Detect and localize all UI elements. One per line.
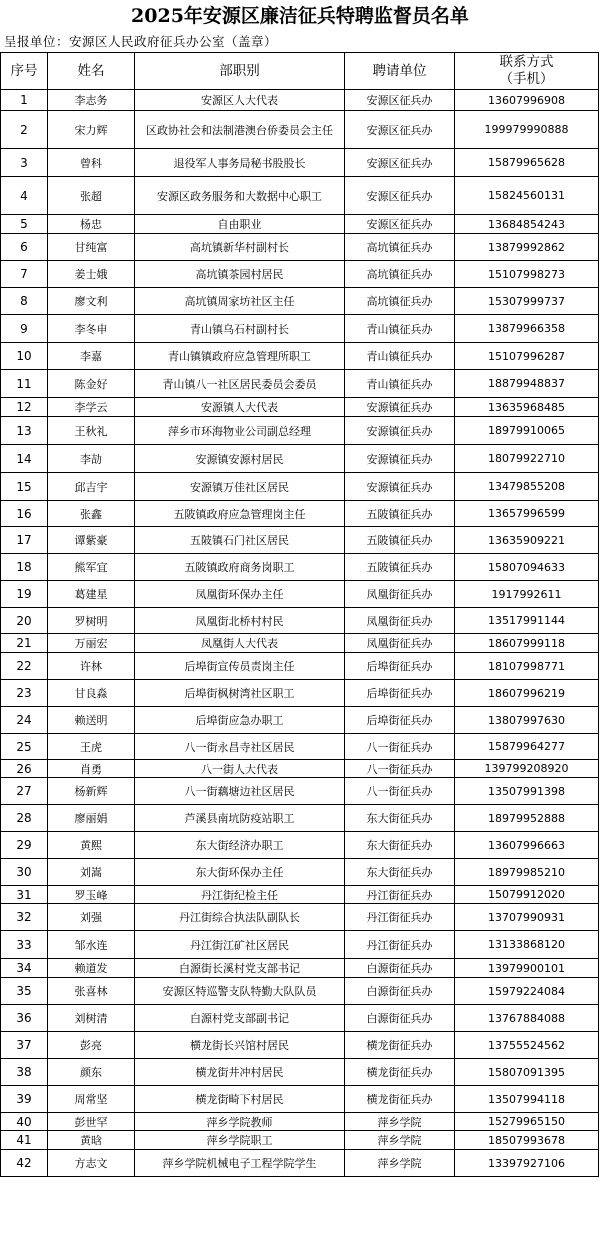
table-row <box>1 501 599 527</box>
row-phone: 15807094633 <box>455 554 599 581</box>
table-header-row <box>1 53 599 90</box>
table-row <box>1 707 599 734</box>
row-name: 廖丽娟 <box>48 805 135 832</box>
row-name: 颜东 <box>48 1059 135 1086</box>
row-name: 刘强 <box>48 904 135 931</box>
row-index: 29 <box>1 832 48 859</box>
row-unit: 东大街征兵办 <box>345 832 455 859</box>
row-name: 邹水连 <box>48 931 135 959</box>
row-position: 丹江街综合执法队副队长 <box>135 904 345 931</box>
row-index: 20 <box>1 608 48 634</box>
row-position: 萍乡市环海物业公司副总经理 <box>135 417 345 445</box>
row-unit: 丹江街征兵办 <box>345 931 455 959</box>
row-unit: 五陂镇征兵办 <box>345 554 455 581</box>
row-unit: 高坑镇征兵办 <box>345 261 455 288</box>
header-unit: 聘请单位 <box>345 53 455 90</box>
row-name: 杨忠 <box>48 215 135 234</box>
table-row <box>1 554 599 581</box>
row-phone: 18507993678 <box>455 1131 599 1150</box>
row-position: 萍乡学院教师 <box>135 1113 345 1131</box>
row-phone: 13755524562 <box>455 1032 599 1059</box>
row-phone: 18607999118 <box>455 634 599 653</box>
row-phone: 13807997630 <box>455 707 599 734</box>
table-row <box>1 778 599 805</box>
table-row <box>1 904 599 931</box>
row-name: 方志文 <box>48 1150 135 1177</box>
row-unit: 后埠街征兵办 <box>345 653 455 680</box>
row-position: 八一街人大代表 <box>135 760 345 778</box>
row-name: 罗玉峰 <box>48 886 135 904</box>
table-row <box>1 634 599 653</box>
table-row <box>1 111 599 149</box>
row-unit: 横龙街征兵办 <box>345 1032 455 1059</box>
row-position: 自由职业 <box>135 215 345 234</box>
row-name: 万丽宏 <box>48 634 135 653</box>
row-unit: 安源区征兵办 <box>345 149 455 177</box>
row-name: 李学云 <box>48 398 135 417</box>
row-unit: 横龙街征兵办 <box>345 1059 455 1086</box>
row-phone: 1917992611 <box>455 581 599 608</box>
row-unit: 安源镇征兵办 <box>345 445 455 473</box>
table-row <box>1 832 599 859</box>
supervisor-table <box>0 52 599 1177</box>
row-position: 凤凰街环保办主任 <box>135 581 345 608</box>
table-row <box>1 527 599 554</box>
row-name: 肖勇 <box>48 760 135 778</box>
row-index: 16 <box>1 501 48 527</box>
table-row <box>1 581 599 608</box>
table-row <box>1 959 599 978</box>
row-name: 曾科 <box>48 149 135 177</box>
row-name: 邱吉宇 <box>48 473 135 501</box>
row-index: 12 <box>1 398 48 417</box>
row-unit: 青山镇征兵办 <box>345 315 455 343</box>
row-phone: 13479855208 <box>455 473 599 501</box>
row-position: 安源区人大代表 <box>135 90 345 111</box>
row-name: 姜士娥 <box>48 261 135 288</box>
row-position: 后埠街宣传员责岗主任 <box>135 653 345 680</box>
row-position: 高坑镇周家坊社区主任 <box>135 288 345 315</box>
row-index: 35 <box>1 978 48 1005</box>
row-position: 凤凰街北桥村村民 <box>135 608 345 634</box>
row-name: 陈金好 <box>48 370 135 398</box>
row-unit: 萍乡学院 <box>345 1113 455 1131</box>
row-index: 1 <box>1 90 48 111</box>
row-name: 王秋礼 <box>48 417 135 445</box>
row-unit: 白源街征兵办 <box>345 959 455 978</box>
row-phone: 15879965628 <box>455 149 599 177</box>
row-name: 赖送明 <box>48 707 135 734</box>
row-index: 19 <box>1 581 48 608</box>
header-name: 姓名 <box>48 53 135 90</box>
row-phone: 15824560131 <box>455 177 599 215</box>
table-row <box>1 931 599 959</box>
row-name: 葛建星 <box>48 581 135 608</box>
row-name: 李嘉 <box>48 343 135 370</box>
table-row <box>1 343 599 370</box>
table-row <box>1 859 599 886</box>
row-index: 27 <box>1 778 48 805</box>
table-row <box>1 886 599 904</box>
row-position: 东大街经济办职工 <box>135 832 345 859</box>
row-position: 高坑镇茶园村居民 <box>135 261 345 288</box>
row-index: 24 <box>1 707 48 734</box>
row-index: 26 <box>1 760 48 778</box>
row-unit: 高坑镇征兵办 <box>345 234 455 261</box>
row-index: 23 <box>1 680 48 707</box>
row-index: 7 <box>1 261 48 288</box>
header-contact-line1: 联系方式 <box>499 54 554 70</box>
row-position: 区政协社会和法制港澳台侨委员会主任 <box>135 111 345 149</box>
row-unit: 横龙街征兵办 <box>345 1086 455 1113</box>
row-position: 退役军人事务局秘书股股长 <box>135 149 345 177</box>
row-index: 3 <box>1 149 48 177</box>
row-index: 30 <box>1 859 48 886</box>
row-phone: 15107996287 <box>455 343 599 370</box>
row-unit: 高坑镇征兵办 <box>345 288 455 315</box>
table-row <box>1 805 599 832</box>
row-index: 34 <box>1 959 48 978</box>
row-position: 横龙街长兴馆村居民 <box>135 1032 345 1059</box>
header-contact-line2: （手机） <box>499 71 554 87</box>
row-unit: 青山镇征兵办 <box>345 370 455 398</box>
row-index: 32 <box>1 904 48 931</box>
row-unit: 青山镇征兵办 <box>345 343 455 370</box>
row-index: 33 <box>1 931 48 959</box>
row-index: 31 <box>1 886 48 904</box>
table-row <box>1 734 599 760</box>
row-phone: 13517991144 <box>455 608 599 634</box>
row-phone: 13507991398 <box>455 778 599 805</box>
row-position: 青山镇镇政府应急管理所职工 <box>135 343 345 370</box>
row-position: 横龙街井冲村居民 <box>135 1059 345 1086</box>
table-row <box>1 398 599 417</box>
row-unit: 凤凰街征兵办 <box>345 608 455 634</box>
row-name: 彭亮 <box>48 1032 135 1059</box>
row-position: 安源镇人大代表 <box>135 398 345 417</box>
table-row <box>1 288 599 315</box>
row-unit: 安源区征兵办 <box>345 177 455 215</box>
row-phone: 15979224084 <box>455 978 599 1005</box>
row-phone: 18979985210 <box>455 859 599 886</box>
row-index: 38 <box>1 1059 48 1086</box>
row-phone: 18607996219 <box>455 680 599 707</box>
row-name: 张超 <box>48 177 135 215</box>
row-name: 宋力辉 <box>48 111 135 149</box>
row-position: 萍乡学院机械电子工程学院学生 <box>135 1150 345 1177</box>
row-unit: 东大街征兵办 <box>345 859 455 886</box>
row-phone: 13397927106 <box>455 1150 599 1177</box>
row-name: 张鑫 <box>48 501 135 527</box>
row-name: 王虎 <box>48 734 135 760</box>
row-index: 39 <box>1 1086 48 1113</box>
row-index: 10 <box>1 343 48 370</box>
row-name: 杨新辉 <box>48 778 135 805</box>
row-position: 丹江街纪检主任 <box>135 886 345 904</box>
row-name: 熊军宜 <box>48 554 135 581</box>
row-phone: 15807091395 <box>455 1059 599 1086</box>
row-position: 安源区政务服务和大数据中心职工 <box>135 177 345 215</box>
row-name: 李志务 <box>48 90 135 111</box>
row-position: 白源街长溪村党支部书记 <box>135 959 345 978</box>
table-row <box>1 417 599 445</box>
row-unit: 后埠街征兵办 <box>345 707 455 734</box>
row-name: 廖文利 <box>48 288 135 315</box>
table-row <box>1 1131 599 1150</box>
row-unit: 丹江街征兵办 <box>345 886 455 904</box>
row-name: 刘树清 <box>48 1005 135 1032</box>
row-phone: 13607996908 <box>455 90 599 111</box>
row-phone: 13767884088 <box>455 1005 599 1032</box>
row-name: 李冬申 <box>48 315 135 343</box>
row-phone: 199979990888 <box>455 111 599 149</box>
row-phone: 13657996599 <box>455 501 599 527</box>
row-position: 五陂镇石门社区居民 <box>135 527 345 554</box>
row-phone: 13635909221 <box>455 527 599 554</box>
row-phone: 13607996663 <box>455 832 599 859</box>
reporting-unit: 呈报单位：安源区人民政府征兵办公室（盖章） <box>4 34 278 49</box>
row-index: 41 <box>1 1131 48 1150</box>
table-row <box>1 1113 599 1131</box>
table-row <box>1 234 599 261</box>
row-position: 萍乡学院职工 <box>135 1131 345 1150</box>
row-phone: 15079912020 <box>455 886 599 904</box>
row-name: 黄晗 <box>48 1131 135 1150</box>
row-index: 37 <box>1 1032 48 1059</box>
table-row <box>1 608 599 634</box>
page-title: 2025年安源区廉洁征兵特聘监督员名单 <box>131 5 469 27</box>
row-index: 8 <box>1 288 48 315</box>
row-unit: 五陂镇征兵办 <box>345 527 455 554</box>
row-index: 13 <box>1 417 48 445</box>
row-unit: 萍乡学院 <box>345 1131 455 1150</box>
row-position: 五陂镇政府商务岗职工 <box>135 554 345 581</box>
row-phone: 18979952888 <box>455 805 599 832</box>
row-position: 后埠街枫树湾社区职工 <box>135 680 345 707</box>
row-phone: 18079922710 <box>455 445 599 473</box>
row-phone: 13707990931 <box>455 904 599 931</box>
row-name: 许林 <box>48 653 135 680</box>
row-index: 25 <box>1 734 48 760</box>
row-name: 彭世罕 <box>48 1113 135 1131</box>
row-unit: 安源镇征兵办 <box>345 398 455 417</box>
row-unit: 安源区征兵办 <box>345 90 455 111</box>
table-row <box>1 760 599 778</box>
row-name: 赖道发 <box>48 959 135 978</box>
header-contact <box>455 53 599 90</box>
row-position: 横龙街畸下村居民 <box>135 1086 345 1113</box>
row-index: 36 <box>1 1005 48 1032</box>
row-position: 后埠街应急办职工 <box>135 707 345 734</box>
row-phone: 15107998273 <box>455 261 599 288</box>
table-row <box>1 90 599 111</box>
header-index: 序号 <box>1 53 48 90</box>
row-index: 40 <box>1 1113 48 1131</box>
row-phone: 13635968485 <box>455 398 599 417</box>
header-position: 部职别 <box>135 53 345 90</box>
row-name: 李劼 <box>48 445 135 473</box>
row-unit: 安源镇征兵办 <box>345 473 455 501</box>
row-index: 18 <box>1 554 48 581</box>
row-unit: 后埠街征兵办 <box>345 680 455 707</box>
row-unit: 八一街征兵办 <box>345 734 455 760</box>
row-index: 22 <box>1 653 48 680</box>
row-index: 15 <box>1 473 48 501</box>
row-phone: 15307999737 <box>455 288 599 315</box>
row-position: 高坑镇新华村副村长 <box>135 234 345 261</box>
table-row <box>1 177 599 215</box>
table-row <box>1 370 599 398</box>
table-row <box>1 445 599 473</box>
row-name: 周常坚 <box>48 1086 135 1113</box>
row-position: 凤凰街人大代表 <box>135 634 345 653</box>
row-index: 17 <box>1 527 48 554</box>
row-name: 罗树明 <box>48 608 135 634</box>
row-phone: 18879948837 <box>455 370 599 398</box>
table-row <box>1 215 599 234</box>
row-index: 2 <box>1 111 48 149</box>
row-unit: 凤凰街征兵办 <box>345 581 455 608</box>
row-unit: 安源镇征兵办 <box>345 417 455 445</box>
row-index: 11 <box>1 370 48 398</box>
row-position: 安源镇万佳社区居民 <box>135 473 345 501</box>
row-index: 5 <box>1 215 48 234</box>
table-row <box>1 1032 599 1059</box>
row-name: 甘良淼 <box>48 680 135 707</box>
row-unit: 东大街征兵办 <box>345 805 455 832</box>
row-index: 14 <box>1 445 48 473</box>
row-phone: 15879964277 <box>455 734 599 760</box>
row-name: 谭紫豪 <box>48 527 135 554</box>
row-position: 安源区特巡警支队特勤大队队员 <box>135 978 345 1005</box>
row-position: 白源村党支部副书记 <box>135 1005 345 1032</box>
row-index: 6 <box>1 234 48 261</box>
row-unit: 萍乡学院 <box>345 1150 455 1177</box>
row-name: 张喜林 <box>48 978 135 1005</box>
row-phone: 18107998771 <box>455 653 599 680</box>
table-row <box>1 1150 599 1177</box>
row-unit: 凤凰街征兵办 <box>345 634 455 653</box>
row-phone: 139799208920 <box>455 760 599 778</box>
row-position: 芦溪县南坑防疫站职工 <box>135 805 345 832</box>
row-position: 八一街永昌寺社区居民 <box>135 734 345 760</box>
table-row <box>1 1059 599 1086</box>
table-row <box>1 1005 599 1032</box>
row-phone: 15279965150 <box>455 1113 599 1131</box>
row-phone: 13684854243 <box>455 215 599 234</box>
row-phone: 13133868120 <box>455 931 599 959</box>
row-name: 刘嵩 <box>48 859 135 886</box>
row-index: 28 <box>1 805 48 832</box>
row-unit: 安源区征兵办 <box>345 215 455 234</box>
table-row <box>1 315 599 343</box>
row-unit: 丹江街征兵办 <box>345 904 455 931</box>
row-unit: 八一街征兵办 <box>345 760 455 778</box>
table-row <box>1 1086 599 1113</box>
row-phone: 13507994118 <box>455 1086 599 1113</box>
table-row <box>1 261 599 288</box>
row-position: 青山镇乌石村副村长 <box>135 315 345 343</box>
row-unit: 白源街征兵办 <box>345 978 455 1005</box>
row-phone: 13879992862 <box>455 234 599 261</box>
row-position: 东大街环保办主任 <box>135 859 345 886</box>
row-phone: 18979910065 <box>455 417 599 445</box>
row-name: 黄熙 <box>48 832 135 859</box>
row-unit: 五陂镇征兵办 <box>345 501 455 527</box>
table-row <box>1 978 599 1005</box>
row-index: 42 <box>1 1150 48 1177</box>
table-row <box>1 680 599 707</box>
row-index: 4 <box>1 177 48 215</box>
row-phone: 13879966358 <box>455 315 599 343</box>
row-index: 21 <box>1 634 48 653</box>
row-position: 五陂镇政府应急管理岗主任 <box>135 501 345 527</box>
row-unit: 安源区征兵办 <box>345 111 455 149</box>
row-position: 青山镇八一社区居民委员会委员 <box>135 370 345 398</box>
row-unit: 白源街征兵办 <box>345 1005 455 1032</box>
row-position: 八一街藕塘边社区居民 <box>135 778 345 805</box>
table-row <box>1 149 599 177</box>
row-position: 丹江街江矿社区居民 <box>135 931 345 959</box>
row-position: 安源镇安源村居民 <box>135 445 345 473</box>
row-name: 甘纯富 <box>48 234 135 261</box>
row-index: 9 <box>1 315 48 343</box>
table-row <box>1 653 599 680</box>
row-unit: 八一街征兵办 <box>345 778 455 805</box>
table-row <box>1 473 599 501</box>
row-phone: 13979900101 <box>455 959 599 978</box>
